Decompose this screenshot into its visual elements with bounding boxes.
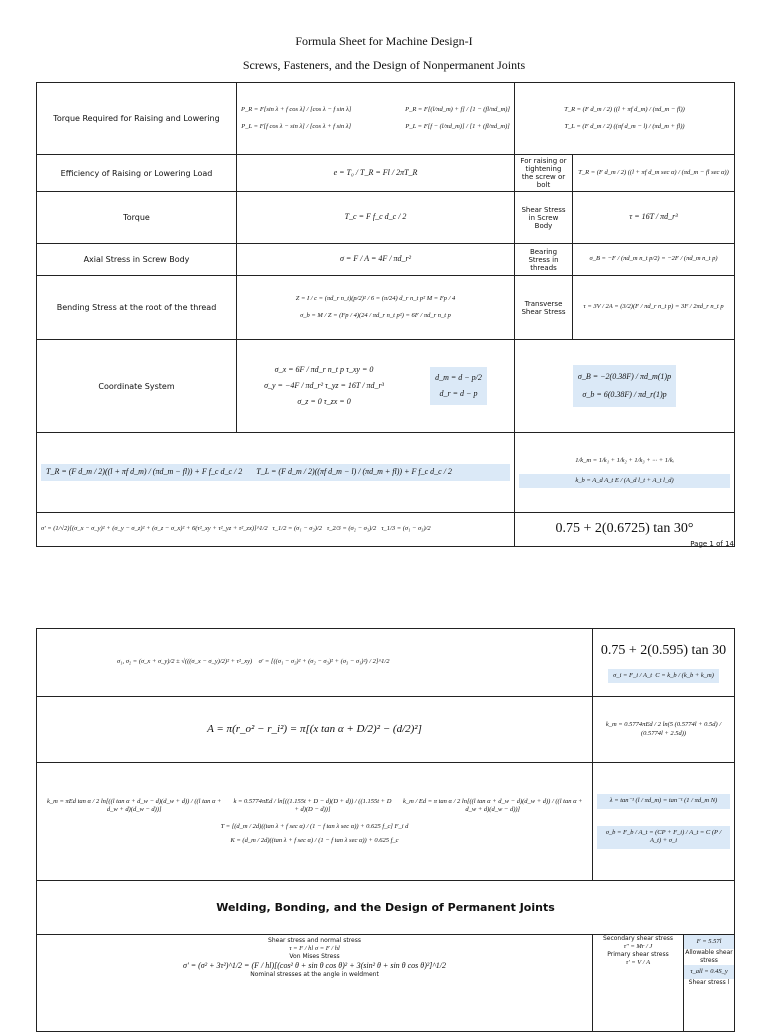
formula-cell: τ = 16T / πd_r³ xyxy=(573,192,735,244)
row-label: Coordinate System xyxy=(37,340,237,433)
formula-cell: τ = 3V / 2A = (3/2)(F / πd_r n_t p) = 3F / 2πd_r n_t p xyxy=(573,276,735,340)
formula-table-page2 xyxy=(36,628,735,1032)
table-row xyxy=(37,192,735,244)
formula-cell: λ = tan⁻¹ (l / πd_m) = tan⁻¹ (1 / πd_m N) σ_b = F_b / A_t = (CP + F_i) / A_t = C (P / A_t) + σ_i xyxy=(593,763,735,881)
table-row xyxy=(37,155,735,192)
formula-cell: 1/k_m = 1/k₁ + 1/k₂ + 1/k₃ + ··· + 1/kᵢ k_b = A_d A_t E / (A_d l_t + A_t l_d) xyxy=(515,433,735,513)
page-title: Formula Sheet for Machine Design-I xyxy=(295,34,473,48)
page-number: Page 1 of 14 xyxy=(690,540,734,548)
formula-cell: P_R = F[sin λ + f cos λ] / [cos λ − f sin λ] P_L = F[f cos λ − sin λ] / [cos λ + f sin λ] P_R = F[(l/πd_m) + f] / [1 − (fl/πd_m)] P_L = F[f − (l/πd_m)] / [1 + (fl/πd_m)] xyxy=(237,83,515,155)
section-title: Welding, Bonding, and the Design of Permanent Joints xyxy=(37,881,735,935)
row-label: Efficiency of Raising or Lowering Load xyxy=(37,155,237,192)
table-row xyxy=(37,244,735,276)
row-label: Bending Stress at the root of the thread xyxy=(37,276,237,340)
formula-cell: σ_x = 6F / πd_r n_t p τ_xy = 0 σ_y = −4F / πd_r² τ_yz = 16T / πd_r³ σ_z = 0 τ_zx = 0 d_m = d − p/2 d_r = d − p xyxy=(237,340,514,432)
formula-cell: A = π(r_o² − r_i²) = π[(x tan α + D/2)² − (d/2)²] xyxy=(37,697,593,763)
formula-cell: T_R = (F d_m / 2) ((l + πf d_m) / (πd_m − fl)) T_L = (F d_m / 2) ((πf d_m − l) / (πd_m + fl)) xyxy=(515,83,735,155)
formula-cell: e = T₀ / T_R = Fl / 2πT_R xyxy=(237,155,515,192)
table-row xyxy=(37,83,735,155)
table-row xyxy=(37,433,735,513)
table-row xyxy=(37,697,735,763)
row-label: Torque Required for Raising and Lowering xyxy=(37,83,237,155)
table-row xyxy=(37,881,735,935)
formula-cell: 0.75 + 2(0.595) tan 30 σ_i = F_i / A_t C = k_b / (k_b + k_m) xyxy=(593,629,735,697)
row-label: Torque xyxy=(37,192,237,244)
table-row xyxy=(37,763,735,881)
row-label: Axial Stress in Screw Body xyxy=(37,244,237,276)
table-row xyxy=(37,935,735,1032)
formula-cell: Z = I / c = (πd_r n_t)(p/2)² / 6 = (π/24) d_r n_t p² M = Fp / 4 σ_b = M / Z = (Fp / 4)(24 / πd_r n_t p²) = 6F / πd_r n_t p xyxy=(237,276,515,340)
formula-table-page1 xyxy=(36,82,735,547)
row-label: Shear Stress in Screw Body xyxy=(515,192,573,244)
formula-cell: T_c = F f_c d_c / 2 xyxy=(237,192,515,244)
formula-cell: 0.75 + 2(0.6725) tan 30° xyxy=(515,513,735,547)
table-row xyxy=(37,276,735,340)
formula-cell: Secondary shear stress τ″ = Mr / J Primary shear stress τ′ = V / A F = 5.57l Allowable shear stress τ_all = 0.4S_y Shear stress l xyxy=(593,935,735,1032)
formula-cell: σ_B = −F / (πd_m n_t p/2) = −2F / (πd_m n_t p) xyxy=(573,244,735,276)
formula-cell: T_R = (F d_m / 2) ((l + πf d_m sec α) / (πd_m − fl sec α)) xyxy=(573,155,735,192)
formula-cell: k_m = πEd tan α / 2 ln[((l tan α + d_w − d)(d_w + d)) / ((l tan α + d_w + d)(d_w − d))] k = 0.5774πEd / ln[((1.155t + D − d)(D + d)) / ((1.155t + D + d)(D − d))] k_m / Ed = π tan α / 2 ln[((l tan α + d_w − d)(d_w + d)) / ((l tan α + d_w + d)(d_w − d))] T = [(d_m / 2d)((tan λ + f sec α) / (1 − f tan λ sec α)) + 0.625 f_c] F_i d K = (d_m / 2d)((tan λ + f sec α) / (1 − f tan λ sec α)) + 0.625 f_c xyxy=(37,763,593,881)
formula-cell: T_R = (F d_m / 2)((l + πf d_m) / (πd_m − fl)) + F f_c d_c / 2 T_L = (F d_m / 2)((πf d_m − l) / (πd_m + fl)) + F f_c d_c / 2 xyxy=(37,433,515,513)
section-heading: Screws, Fasteners, and the Design of Nonpermanent Joints xyxy=(242,58,526,72)
row-label: Bearing Stress in threads xyxy=(515,244,573,276)
table-row xyxy=(37,513,735,547)
formula-cell: σ = F / A = 4F / πd_r² xyxy=(237,244,515,276)
formula-cell: σ′ = (1/√2)[(σ_x − σ_y)² + (σ_y − σ_z)² + (σ_z − σ_x)² + 6(τ²_xy + τ²_yz + τ²_zx)]^1/2 τ_1/2 = (σ₁ − σ₂)/2 τ_2/3 = (σ₂ − σ₃)/2 τ_1/3 = (σ₁ − σ₃)/2 xyxy=(37,513,515,547)
table-row xyxy=(37,340,735,433)
formula-cell: σ₁, σ₂ = (σ_x + σ_y)/2 ± √(((σ_x − σ_y)/2)² + τ²_xy) σ′ = [((σ₁ − σ₂)² + (σ₂ − σ₃)² + (σ₃ − σ₁)²) / 2]^1/2 xyxy=(37,629,593,697)
formula-cell: k_m = 0.5774πEd / 2 ln(5 (0.5774l + 0.5d) / (0.5774l + 2.5d)) xyxy=(593,697,735,763)
formula-cell: σ_B = −2(0.38F) / πd_m(1)p σ_b = 6(0.38F) / πd_r(1)p xyxy=(515,340,735,433)
formula-cell: Shear stress and normal stress τ = F / hl σ = F / hl Von Mises Stress σ′ = (σ² + 3τ²)^1/2 = (F / hl)[(cos² θ + sin θ cos θ)² + 3(sin² θ + sin θ cos θ)²]^1/2 Nominal stresses at the angle in weldment xyxy=(37,935,593,1032)
table-row xyxy=(37,629,735,697)
row-label: For raising or tightening the screw or bolt xyxy=(515,155,573,192)
row-label: Transverse Shear Stress xyxy=(515,276,573,340)
